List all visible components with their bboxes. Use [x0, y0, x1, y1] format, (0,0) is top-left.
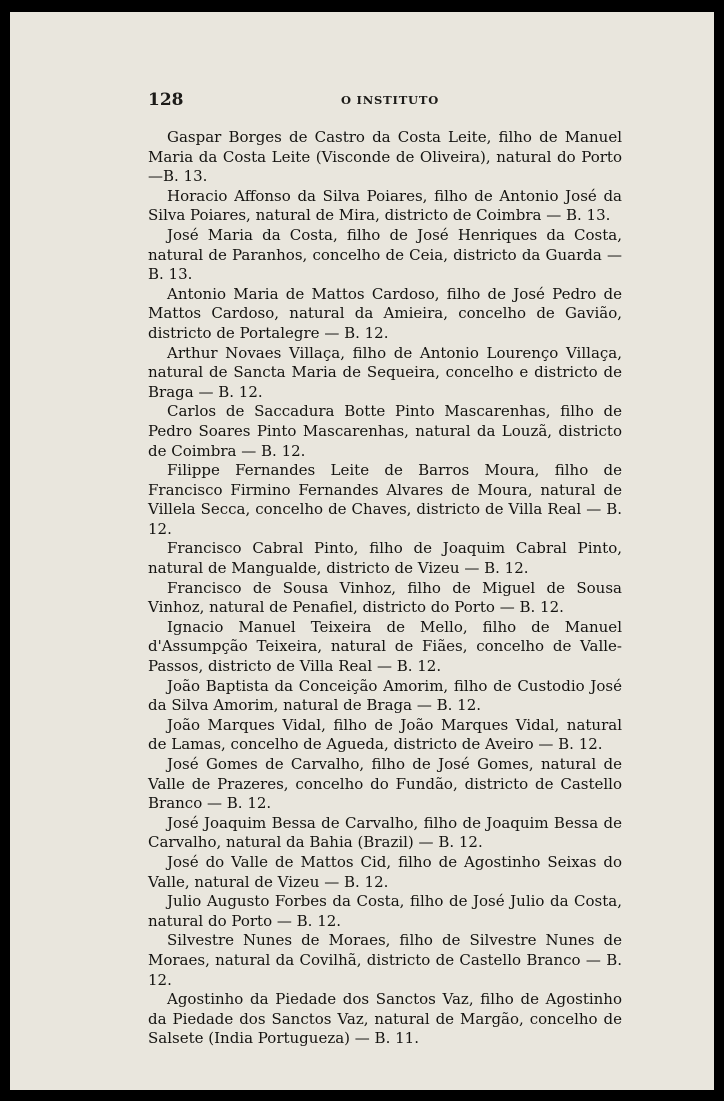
- list-item: Carlos de Saccadura Botte Pinto Mascarenhas, filho de Pedro Soares Pinto Mascarenhas, natural da Louzã, districto de Coimbra — B. 12.: [148, 402, 622, 460]
- list-item: Filippe Fernandes Leite de Barros Moura, filho de Francisco Firmino Fernandes Alvares de Moura, natural de Villela Secca, concelho de Chaves, districto de Villa Real — B. 12.: [148, 461, 622, 538]
- page-header: [148, 90, 632, 114]
- list-item: José Gomes de Carvalho, filho de José Gomes, natural de Valle de Prazeres, concelho do Fundão, districto de Castello Branco — B. 12.: [148, 755, 622, 813]
- list-item: Ignacio Manuel Teixeira de Mello, filho de Manuel d'Assumpção Teixeira, natural de Fiães, concelho de Valle-Passos, districto de Villa Real — B. 12.: [148, 617, 622, 676]
- list-item: José Joaquim Bessa de Carvalho, filho de Joaquim Bessa de Carvalho, natural da Bahia (Brazil) — B. 12.: [148, 813, 622, 852]
- book-page: [10, 12, 714, 1090]
- list-item: Arthur Novaes Villaça, filho de Antonio Lourenço Villaça, natural de Sancta Maria de Sequeira, concelho e districto de Braga — B. 12.: [148, 343, 622, 401]
- list-item: Francisco Cabral Pinto, filho de Joaquim Cabral Pinto, natural de Mangualde, districto de Vizeu — B. 12.: [148, 539, 622, 578]
- list-item: Julio Augusto Forbes da Costa, filho de José Julio da Costa, natural do Porto — B. 12.: [148, 892, 622, 930]
- list-item: Agostinho da Piedade dos Sanctos Vaz, filho de Agostinho da Piedade dos Sanctos Vaz, natural de Margão, concelho de Salsete (India Portugueza) — B. 11.: [148, 990, 622, 1048]
- list-item: Gaspar Borges de Castro da Costa Leite, filho de Manuel Maria da Costa Leite (Visconde de Oliveira), natural do Porto —B. 13.: [148, 128, 622, 186]
- list-item: Silvestre Nunes de Moraes, filho de Silvestre Nunes de Moraes, natural da Covilhã, districto de Castello Branco — B. 12.: [148, 931, 622, 989]
- list-item: Francisco de Sousa Vinhoz, filho de Miguel de Sousa Vinhoz, natural de Penafiel, districto do Porto — B. 12.: [148, 578, 622, 617]
- list-item: Horacio Affonso da Silva Poiares, filho de Antonio José da Silva Poiares, natural de Mira, districto de Coimbra — B. 13.: [148, 186, 622, 225]
- page-number: 128: [148, 90, 184, 110]
- list-item: João Baptista da Conceição Amorim, filho de Custodio José da Silva Amorim, natural de Braga — B. 12.: [148, 676, 622, 715]
- list-item: João Marques Vidal, filho de João Marques Vidal, natural de Lamas, concelho de Agueda, districto de Aveiro — B. 12.: [148, 715, 622, 754]
- entry-list: [148, 128, 622, 1049]
- list-item: Antonio Maria de Mattos Cardoso, filho de José Pedro de Mattos Cardoso, natural da Amieira, concelho de Gavião, districto de Portalegre — B. 12.: [148, 284, 622, 342]
- running-title: O INSTITUTO: [340, 93, 440, 107]
- list-item: José do Valle de Mattos Cid, filho de Agostinho Seixas do Valle, natural de Vizeu — B. 12.: [148, 852, 622, 891]
- list-item: José Maria da Costa, filho de José Henriques da Costa, natural de Paranhos, concelho de Ceia, districto da Guarda — B. 13.: [148, 225, 622, 284]
